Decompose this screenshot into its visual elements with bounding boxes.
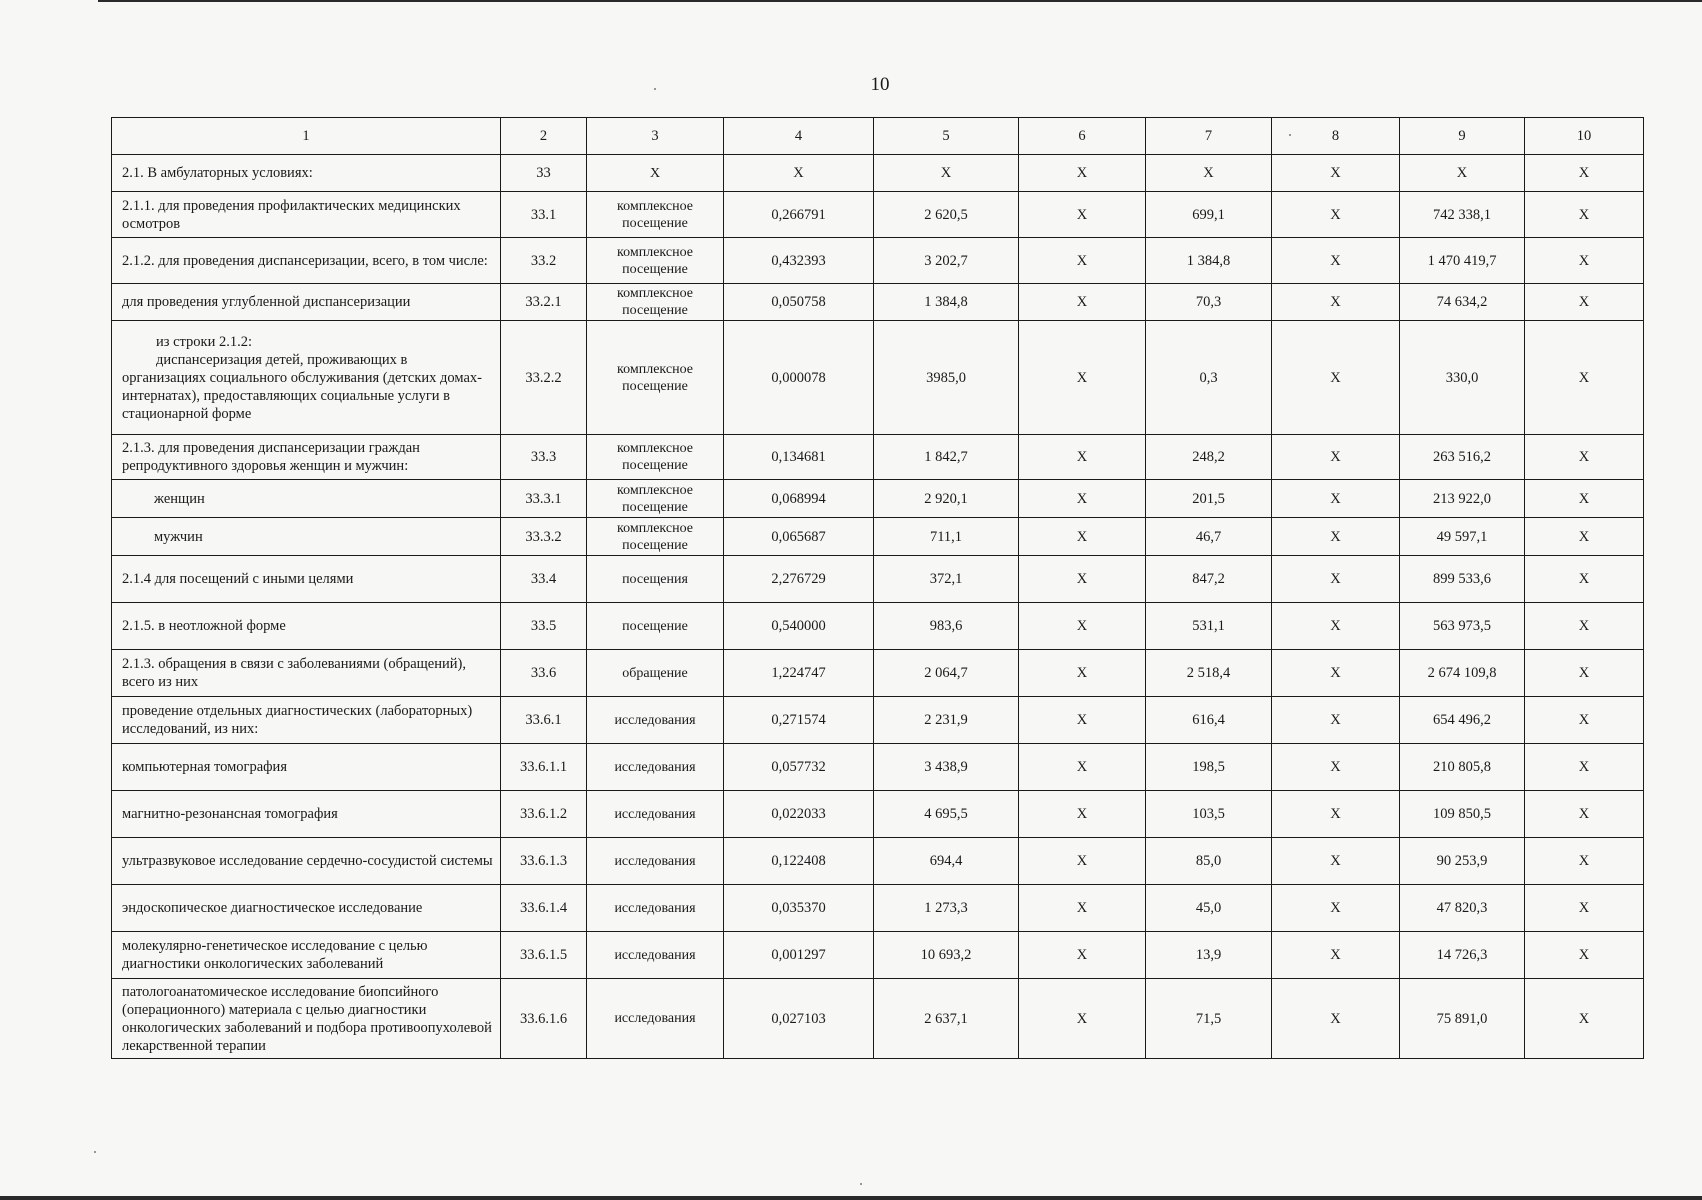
cell-col5: 1 384,8 [874, 284, 1019, 321]
row-name: 2.1.3. для проведения диспансеризации граждан репродуктивного здоровья женщин и мужчин: [112, 435, 501, 480]
row-name: 2.1.2. для проведения диспансеризации, всего, в том числе: [112, 238, 501, 284]
row-code: 33.6.1 [501, 697, 587, 744]
row-unit: посещение [587, 603, 724, 650]
cell-col6: X [1019, 744, 1146, 791]
cell-col7: 0,3 [1146, 321, 1272, 435]
row-code: 33.2.2 [501, 321, 587, 435]
scan-edge-top [98, 0, 1702, 2]
row-name: ультразвуковое исследование сердечно-сосудистой системы [112, 838, 501, 885]
cell-col6: X [1019, 556, 1146, 603]
cell-col10: X [1525, 518, 1644, 556]
cell-col4: 2,276729 [724, 556, 874, 603]
cell-col5: 4 695,5 [874, 791, 1019, 838]
header-cell: 3 [587, 118, 724, 155]
cell-col7: 103,5 [1146, 791, 1272, 838]
row-unit: комплексное посещение [587, 192, 724, 238]
row-unit: комплексное посещение [587, 480, 724, 518]
cell-col6: X [1019, 192, 1146, 238]
cell-col6: X [1019, 697, 1146, 744]
cell-col8: X [1272, 697, 1400, 744]
row-name: магнитно-резонансная томография [112, 791, 501, 838]
cell-col9: 109 850,5 [1400, 791, 1525, 838]
cell-col4: X [724, 155, 874, 192]
cell-col9: 2 674 109,8 [1400, 650, 1525, 697]
cell-col7: 248,2 [1146, 435, 1272, 480]
cell-col6: X [1019, 838, 1146, 885]
row-name: для проведения углубленной диспансеризации [112, 284, 501, 321]
cell-col4: 0,540000 [724, 603, 874, 650]
cell-col7: 201,5 [1146, 480, 1272, 518]
cell-col4: 0,068994 [724, 480, 874, 518]
cell-col8: X [1272, 838, 1400, 885]
table-row [112, 238, 1644, 284]
cell-col4: 0,266791 [724, 192, 874, 238]
cell-col4: 0,065687 [724, 518, 874, 556]
cell-col9: 75 891,0 [1400, 979, 1525, 1059]
cell-col9: 213 922,0 [1400, 480, 1525, 518]
table-row [112, 885, 1644, 932]
cell-col10: X [1525, 435, 1644, 480]
cell-col5: 2 620,5 [874, 192, 1019, 238]
data-table [111, 117, 1644, 1059]
row-unit: комплексное посещение [587, 321, 724, 435]
row-code: 33.6.1.5 [501, 932, 587, 979]
cell-col8: X [1272, 155, 1400, 192]
cell-col4: 0,134681 [724, 435, 874, 480]
cell-col9: 14 726,3 [1400, 932, 1525, 979]
cell-col10: X [1525, 284, 1644, 321]
row-name: мужчин [112, 518, 501, 556]
cell-col9: 742 338,1 [1400, 192, 1525, 238]
row-unit: обращение [587, 650, 724, 697]
row-unit: исследования [587, 979, 724, 1059]
table-row [112, 603, 1644, 650]
cell-col8: X [1272, 556, 1400, 603]
cell-col10: X [1525, 650, 1644, 697]
row-name: эндоскопическое диагностическое исследование [112, 885, 501, 932]
cell-col5: 1 273,3 [874, 885, 1019, 932]
cell-col8: X [1272, 650, 1400, 697]
header-cell: 10 [1525, 118, 1644, 155]
table-row [112, 932, 1644, 979]
row-code: 33.6 [501, 650, 587, 697]
cell-col8: X [1272, 979, 1400, 1059]
cell-col10: X [1525, 603, 1644, 650]
cell-col7: X [1146, 155, 1272, 192]
cell-col9: 74 634,2 [1400, 284, 1525, 321]
row-name: 2.1.5. в неотложной форме [112, 603, 501, 650]
cell-col5: 2 064,7 [874, 650, 1019, 697]
cell-col6: X [1019, 238, 1146, 284]
cell-col6: X [1019, 321, 1146, 435]
row-name: 2.1. В амбулаторных условиях: [112, 155, 501, 192]
row-code: 33.6.1.2 [501, 791, 587, 838]
table-row [112, 321, 1644, 435]
cell-col8: X [1272, 284, 1400, 321]
cell-col6: X [1019, 480, 1146, 518]
header-cell: 4 [724, 118, 874, 155]
cell-col4: 0,122408 [724, 838, 874, 885]
cell-col6: X [1019, 650, 1146, 697]
cell-col10: X [1525, 556, 1644, 603]
cell-col9: 654 496,2 [1400, 697, 1525, 744]
cell-col8: X [1272, 518, 1400, 556]
cell-col9: 563 973,5 [1400, 603, 1525, 650]
cell-col4: 0,057732 [724, 744, 874, 791]
header-cell: 2 [501, 118, 587, 155]
cell-col6: X [1019, 284, 1146, 321]
row-name: молекулярно-генетическое исследование с целью диагностики онкологических заболеваний [112, 932, 501, 979]
cell-col10: X [1525, 238, 1644, 284]
row-unit: X [587, 155, 724, 192]
cell-col8: X [1272, 791, 1400, 838]
row-unit: комплексное посещение [587, 238, 724, 284]
row-code: 33.6.1.6 [501, 979, 587, 1059]
cell-col6: X [1019, 979, 1146, 1059]
cell-col7: 699,1 [1146, 192, 1272, 238]
cell-col8: X [1272, 321, 1400, 435]
row-unit: исследования [587, 932, 724, 979]
table-row [112, 284, 1644, 321]
table-row [112, 556, 1644, 603]
cell-col7: 1 384,8 [1146, 238, 1272, 284]
table-row [112, 435, 1644, 480]
header-cell: 8 [1272, 118, 1400, 155]
cell-col7: 616,4 [1146, 697, 1272, 744]
cell-col7: 13,9 [1146, 932, 1272, 979]
row-code: 33 [501, 155, 587, 192]
cell-col5: 2 920,1 [874, 480, 1019, 518]
cell-col9: 90 253,9 [1400, 838, 1525, 885]
cell-col10: X [1525, 480, 1644, 518]
cell-col8: X [1272, 480, 1400, 518]
cell-col5: 694,4 [874, 838, 1019, 885]
cell-col9: 47 820,3 [1400, 885, 1525, 932]
cell-col7: 85,0 [1146, 838, 1272, 885]
header-cell: 6 [1019, 118, 1146, 155]
cell-col9: X [1400, 155, 1525, 192]
cell-col8: X [1272, 192, 1400, 238]
page-number: 10 [870, 74, 890, 95]
cell-col7: 531,1 [1146, 603, 1272, 650]
cell-col5: 3 438,9 [874, 744, 1019, 791]
table-row [112, 480, 1644, 518]
cell-col7: 198,5 [1146, 744, 1272, 791]
cell-col4: 0,432393 [724, 238, 874, 284]
row-code: 33.2.1 [501, 284, 587, 321]
cell-col6: X [1019, 435, 1146, 480]
cell-col5: 372,1 [874, 556, 1019, 603]
cell-col5: 2 231,9 [874, 697, 1019, 744]
cell-col5: 711,1 [874, 518, 1019, 556]
cell-col5: 1 842,7 [874, 435, 1019, 480]
row-unit: исследования [587, 791, 724, 838]
cell-col9: 899 533,6 [1400, 556, 1525, 603]
row-name-heading: из строки 2.1.2: [156, 333, 253, 350]
cell-col8: X [1272, 603, 1400, 650]
cell-col4: 0,000078 [724, 321, 874, 435]
cell-col7: 45,0 [1146, 885, 1272, 932]
cell-col6: X [1019, 885, 1146, 932]
header-cell: 9 [1400, 118, 1525, 155]
cell-col7: 71,5 [1146, 979, 1272, 1059]
scan-edge-bottom [0, 1196, 1702, 1200]
row-name: диспансеризация детей, проживающих в организациях социального обслуживания (детских домах-интернатах), предоставляющих социальные услуги в стационарной форме [122, 351, 482, 422]
cell-col9: 330,0 [1400, 321, 1525, 435]
row-name: женщин [112, 480, 501, 518]
cell-col5: 983,6 [874, 603, 1019, 650]
table-row [112, 791, 1644, 838]
cell-col8: X [1272, 932, 1400, 979]
row-code: 33.6.1.4 [501, 885, 587, 932]
cell-col9: 1 470 419,7 [1400, 238, 1525, 284]
cell-col10: X [1525, 885, 1644, 932]
cell-col4: 0,050758 [724, 284, 874, 321]
table-row [112, 192, 1644, 238]
row-name: 2.1.1. для проведения профилактических медицинских осмотров [112, 192, 501, 238]
scan-speck [860, 1183, 862, 1185]
header-cell: 1 [112, 118, 501, 155]
row-name: патологоанатомическое исследование биопсийного (операционного) материала с целью диагностики онкологических заболеваний и подбора противоопухолевой лекарственной терапии [112, 979, 501, 1059]
row-unit: посещения [587, 556, 724, 603]
cell-col6: X [1019, 155, 1146, 192]
table-row [112, 838, 1644, 885]
scan-speck [94, 1151, 96, 1153]
row-code: 33.6.1.3 [501, 838, 587, 885]
table-row [112, 697, 1644, 744]
cell-col5: 2 637,1 [874, 979, 1019, 1059]
row-unit: комплексное посещение [587, 435, 724, 480]
row-code: 33.3.1 [501, 480, 587, 518]
cell-col5: 3985,0 [874, 321, 1019, 435]
cell-col5: X [874, 155, 1019, 192]
table-row [112, 744, 1644, 791]
cell-col4: 0,022033 [724, 791, 874, 838]
row-unit: исследования [587, 744, 724, 791]
row-code: 33.4 [501, 556, 587, 603]
cell-col4: 0,027103 [724, 979, 874, 1059]
cell-col8: X [1272, 435, 1400, 480]
row-code: 33.2 [501, 238, 587, 284]
row-unit: исследования [587, 885, 724, 932]
table-row [112, 979, 1644, 1059]
cell-col10: X [1525, 155, 1644, 192]
row-name: 2.1.4 для посещений с иными целями [112, 556, 501, 603]
table-header-row [112, 118, 1644, 155]
row-name-cell [112, 321, 501, 435]
cell-col10: X [1525, 321, 1644, 435]
cell-col10: X [1525, 744, 1644, 791]
cell-col4: 0,001297 [724, 932, 874, 979]
row-unit: исследования [587, 838, 724, 885]
cell-col10: X [1525, 932, 1644, 979]
cell-col5: 3 202,7 [874, 238, 1019, 284]
cell-col10: X [1525, 192, 1644, 238]
cell-col9: 263 516,2 [1400, 435, 1525, 480]
row-code: 33.6.1.1 [501, 744, 587, 791]
row-name: компьютерная томография [112, 744, 501, 791]
cell-col6: X [1019, 932, 1146, 979]
row-unit: комплексное посещение [587, 284, 724, 321]
cell-col9: 210 805,8 [1400, 744, 1525, 791]
cell-col5: 10 693,2 [874, 932, 1019, 979]
cell-col10: X [1525, 697, 1644, 744]
cell-col7: 70,3 [1146, 284, 1272, 321]
row-code: 33.3.2 [501, 518, 587, 556]
cell-col6: X [1019, 791, 1146, 838]
cell-col8: X [1272, 744, 1400, 791]
cell-col10: X [1525, 979, 1644, 1059]
cell-col7: 847,2 [1146, 556, 1272, 603]
table-row [112, 650, 1644, 697]
cell-col7: 2 518,4 [1146, 650, 1272, 697]
cell-col7: 46,7 [1146, 518, 1272, 556]
cell-col10: X [1525, 838, 1644, 885]
row-code: 33.1 [501, 192, 587, 238]
row-code: 33.5 [501, 603, 587, 650]
row-unit: исследования [587, 697, 724, 744]
table-row [112, 155, 1644, 192]
cell-col8: X [1272, 885, 1400, 932]
cell-col6: X [1019, 518, 1146, 556]
table-row [112, 518, 1644, 556]
cell-col4: 1,224747 [724, 650, 874, 697]
cell-col8: X [1272, 238, 1400, 284]
cell-col10: X [1525, 791, 1644, 838]
row-name: 2.1.3. обращения в связи с заболеваниями (обращений), всего из них [112, 650, 501, 697]
cell-col6: X [1019, 603, 1146, 650]
row-unit: комплексное посещение [587, 518, 724, 556]
cell-col4: 0,271574 [724, 697, 874, 744]
cell-col4: 0,035370 [724, 885, 874, 932]
cell-col9: 49 597,1 [1400, 518, 1525, 556]
row-name: проведение отдельных диагностических (лабораторных) исследований, из них: [112, 697, 501, 744]
header-cell: 7 [1146, 118, 1272, 155]
row-code: 33.3 [501, 435, 587, 480]
header-cell: 5 [874, 118, 1019, 155]
